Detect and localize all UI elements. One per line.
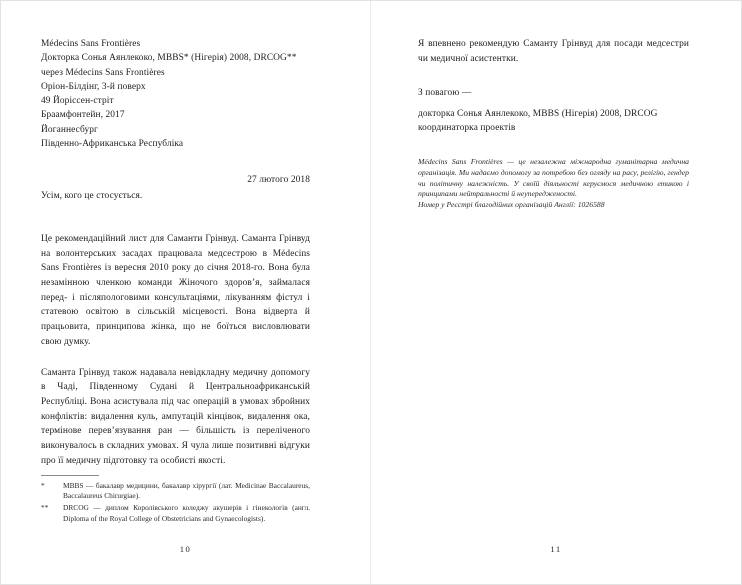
registry-number: Номер у Реєстрі благодійних організацій Англії: 1026588 (418, 200, 605, 210)
page-number-right: 11 (550, 544, 562, 554)
footnote-text: MBBS — бакалавр медицини, бакалавр хірургії (лат. Medicinae Baccalaureus, Baccalaureus Chirurgiae). (63, 480, 310, 501)
letterhead-line: через Médecins Sans Frontières (41, 67, 165, 78)
letterhead-line: Південно-Африканська Республіка (41, 139, 184, 150)
body-paragraph-1: Це рекомендаційний лист для Саманти Грінвуд. Саманта Грінвуд на волонтерських засадах працювала медсестрою в Médecins Sans Frontières із вересня 2010 року до січня 2018-го. Вона була незамінною членкою команди Жіночого здоров’я, займалася перед- і післяпологовими консультаціями, лікуванням фістул і статевою освітою в сільській місцевості. Вона відверта й працьовита, принципова жінка, що не боїться висловлювати свою думку. (41, 233, 310, 347)
signoff (418, 86, 689, 136)
page-number-left: 10 (179, 544, 192, 554)
signoff-line: З повагою — (418, 88, 472, 99)
letterhead-line: Браамфонтейн, 2017 (41, 110, 125, 121)
letterhead (41, 37, 310, 151)
body-paragraph-2: Саманта Грінвуд також надавала невідкладну медичну допомогу в Чаді, Південному Судані й Центральноафриканській Республіці. Вона асистувала під час операцій в умовах збройних конфліктів: видалення куль, ампутацій кінцівок, видалення ока, термінове перев’язування ран — більшість із переліченого виконувалось в складних умовах. Я чула лише позитивні відгуки про її медичну підготовку та особисті якості. (41, 367, 310, 466)
footnote-marker: ** (41, 503, 49, 513)
body-paragraph-3: Я впевнено рекомендую Саманту Грінвуд для посади медсестри чи медичної асистентки. (418, 39, 689, 64)
organization-note: Médecins Sans Frontières — це незалежна міжнародна гуманітарна медична організація. Ми надаємо допомогу за потребою без огляду на расу, релігію, гендер чи політичну належність. У своїй діяльності керуємося медичною етикою і принципами нейтральності й неупередженості. (418, 156, 689, 199)
signoff-line: координаторка проектів (418, 123, 516, 134)
letterhead-line: Médecins Sans Frontières (41, 39, 141, 49)
letterhead-line: Докторка Сонья Аянлекоко, MBBS* (Нігерія) 2008, DRCOG** (41, 53, 297, 64)
letterhead-line: 49 Йоріссен-стріт (41, 96, 114, 107)
salutation: Усім, кого це стосується. (41, 190, 143, 201)
footnote-marker: * (41, 480, 45, 490)
footnote (41, 503, 310, 524)
page-right (371, 1, 741, 584)
footnote-text: DRCOG — диплом Королівського коледжу акушерів і гінекологів (англ. Diploma of the Royal College of Obstetricians and Gynaecologists). (63, 503, 310, 523)
letterhead-line: Йоганнесбург (41, 124, 99, 135)
footnote-divider (41, 475, 99, 476)
letterhead-line: Оріон-Білдінг, 3-й поверх (41, 81, 146, 92)
footnote (41, 481, 310, 502)
signoff-line: докторка Сонья Аянлекоко, MBBS (Нігерія) 2008, DRCOG (418, 108, 658, 119)
page-left (1, 1, 371, 584)
letter-date: 27 лютого 2018 (247, 175, 310, 186)
footnotes (41, 475, 310, 526)
